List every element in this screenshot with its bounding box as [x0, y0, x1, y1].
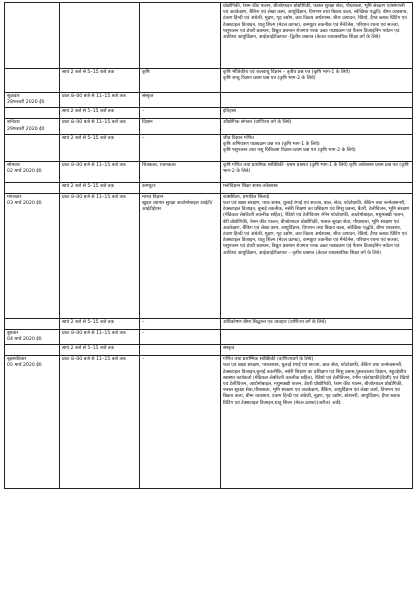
schedule-row	[5, 182, 413, 193]
subject-detail-cell	[221, 93, 413, 108]
subject-cell: –	[140, 108, 221, 119]
day-name: सोमवार	[7, 162, 20, 168]
subject-detail-cell: मनोविज्ञान शिक्षा शास्त्र तर्कशास्त्र	[221, 182, 413, 193]
subject-cell: –	[140, 134, 221, 161]
schedule-row	[5, 119, 413, 134]
day-cell	[5, 345, 60, 356]
time-slot: सायं 2 बजे से 5–15 बजे तक	[60, 108, 140, 119]
schedule-row	[5, 93, 413, 108]
schedule-row	[5, 318, 413, 329]
exam-schedule-table	[4, 2, 413, 489]
day-name: मंगलवार	[7, 194, 22, 200]
day-cell	[5, 182, 60, 193]
subject-cell: चित्रकला, रंजनकला	[140, 161, 221, 182]
schedule-row	[5, 69, 413, 93]
time-slot: प्रातः 8–00 बजे से 11–15 बजे तक	[60, 119, 140, 134]
time-slot: सायं 2 बजे से 5–15 बजे तक	[60, 318, 140, 329]
subject-detail-cell: काष्ठशिल्प, प्रभावित सिलाई फल एवं खाद्य संरक्षण, पाक शास्त्र, धुलाई रंगाई एवं सज्जा, बाल, सेवा, फोटोग्राफी, बेकिंग तथा कन्फेक्शनरी, टेक्सटाइल डिजाइन, बुनाई तकनीक, नर्सरी शिक्षण का प्रशिक्षण एवं शिशु प्रबन्ध, बैटरी, टेलीविजन, भूमि संरक्षण (मेडिकल लेबोरेटरी तकनीक सहित), रेडियो एवं टेलीविजन रंगीन फोटोग्राफी, आटोमोबाइल, मधुमक्खी पालन, बेरी प्रोद्योगिकी, रेशम कीट पालन, बीजोत्पादन प्रोद्योगिकी, फसल सुरक्षा सेवा, पौधशाला, भूमि संरक्षण एवं अवकेक्षण, बैंकिंग एवं लेखा काम, आयुर्विज्ञान, विपणन तथा बिक्रय कला, स्वेच्छिक पद्धति, बीमा व्यवसाय, टंकण हिन्दी एवं अंग्रेजी, मुद्रण, गृह उद्योग, क्रय विक्रय अर्थशास्त्र, बीज उत्पादन, रेडियो, हैण्ड ब्लाक प्रिंटिंग एवं टेक्सटाइल डिजाइन, धातु शिल्प (मेटल क्राफ्ट), कम्प्यूटर तकनीक एवं मैनेटेनेंस, परिधान रचना एवं सज्जा, पशुपालन एवं डेयरी प्रबन्धन, विद्युत प्रबन्धन रोजगार परक उन्नत पाठ्यक्रम एवं फैशन डिजाइनिंग पर्यटन एवं आतिथ्य आयुर्विज्ञान, आईआईटीकाफ़र – तृतीय प्रश्नपत्र (केवल व्यावसायिक शिक्षा वर्ग के लिये)	[221, 193, 413, 318]
time-slot: प्रातः 8–00 बजे से 11–15 बजे तक	[60, 93, 140, 108]
day-name: बुधवार	[7, 330, 19, 336]
subject-cell: मानव विज्ञान खुदरा व्यापार सुरक्षा आटोमोबाइल आईटी/आईटीईएस	[140, 193, 221, 318]
schedule-row	[5, 134, 413, 161]
day-cell	[5, 318, 60, 329]
subject-detail-cell: संस्कृत	[221, 345, 413, 356]
subject-cell: कृषि	[140, 69, 221, 93]
day-cell	[5, 3, 60, 69]
time-slot: प्रातः 8–00 बजे से 11–15 बजे तक	[60, 329, 140, 344]
subject-cell: –	[140, 356, 221, 489]
exam-date: 03 मार्च 2020 ई0	[7, 201, 42, 207]
exam-date: 05 मार्च 2020 ई0	[7, 363, 42, 369]
subject-detail-cell: अधिकोषण बीमा सिद्धान्त एवं व्यवहार (वाणिज्य वर्ग के लिये)	[221, 318, 413, 329]
subject-cell: विज्ञान	[140, 119, 221, 134]
exam-date: 29फरवरी 2020 ई0	[7, 126, 45, 132]
day-name: बृहस्पतिवार	[7, 357, 27, 363]
subject-detail-cell: गणित तथा प्रारम्भिक सांख्यिकी (वाणिज्यवर्ग के लिये) फल एवं खाद्य संरक्षण, पाकशास्त्र, धुलाई रंगाई एवं सज्जा, बाल सेवा, फोटोग्राफी, बेकिंग तथा कन्फेक्शनरी, टेक्सटाइल डिजाइन,बुनाई तकनीकि, नर्सरी शिक्षण का प्रशिक्षण एवं शिशु प्रबन्ध,पुस्तकालय विज्ञान, बहुउद्देशीय स्वास्थ्य कार्यकर्ता (मेडिकल लेबोरेटरी तकनीक सहित), रेडियो एवं टेलीविजन, रंगीन फोटोग्राफी(डिजी) एवं रेडियो एवं टेलीविजन, आटोमोबाइल, मधुमक्खी पालन, डेयरी प्रोद्योगिकी, रेशम कीट पालन, बीजोत्पादन प्रोद्योगिकी, फसल सुरक्षा सेवा,पौधशाला, भूमि संरक्षण एवं अवकेक्षण, बैंकिंग, आयुर्विज्ञान एवं लेखा कार्य, विपणन एवं बिक्रय कला, बीमा व्यवसाय, टंकण हिन्दी एवं अंग्रेजी, मुद्रण, गृह उद्योग, स्टेशनरी, आयुर्विज्ञान, हैण्ड ब्लाक प्रिंटिंग एवं टेक्सटाइल डिजाइन,धातु शिल्प (मेटल क्राफ्ट)(जरीज) आदि	[221, 356, 413, 489]
day-cell	[5, 119, 60, 134]
subject-detail-cell: कृषि गणित तथा प्राथमिक सांख्यिकी -प्रथम प्रश्नपत्र (कृषि भाग-1 के लिये) कृषि अर्थशास्त्र प्रथम प्रश्न पत्र (कृषि भाग-2 के लिये)	[221, 161, 413, 182]
time-slot: प्रातः 8–00 बजे से 11–15 बजे तक	[60, 193, 140, 318]
exam-date: 28फरवरी 2020 ई0	[7, 100, 45, 106]
subject-cell: कम्प्यूटर	[140, 182, 221, 193]
time-slot: प्रातः 8–00 बजे से 11–15 बजे तक	[60, 161, 140, 182]
day-cell	[5, 93, 60, 108]
exam-date: 04 मार्च 2020 ई0	[7, 337, 42, 343]
day-cell	[5, 69, 60, 93]
day-cell	[5, 161, 60, 182]
subject-cell: –	[140, 329, 221, 344]
day-cell	[5, 329, 60, 344]
subject-cell: संस्कृत	[140, 93, 221, 108]
subject-cell	[140, 3, 221, 69]
time-slot: सायं 2 बजे से 5–15 बजे तक	[60, 134, 140, 161]
day-cell	[5, 134, 60, 161]
subject-cell	[140, 345, 221, 356]
schedule-row	[5, 108, 413, 119]
subject-detail-cell: इतिहास	[221, 108, 413, 119]
subject-detail-cell	[221, 329, 413, 344]
schedule-row	[5, 161, 413, 182]
day-cell	[5, 193, 60, 318]
exam-date: 02 मार्च 2020 ई0	[7, 169, 42, 175]
exam-schedule-body	[5, 3, 413, 489]
schedule-row	[5, 345, 413, 356]
day-name: शनिवार	[7, 120, 20, 126]
subject-detail-cell: प्रोद्योगिकी, रेशम कीट पालन, बीजोत्पादन प्रोद्योगिकी, फसल सुरक्षा सेवा, पौधशाला, भूमि संरक्षण एवंसंगणनी एवं अवकेक्षण, बैंकिंग एवं लेखा काम, आयुर्विज्ञान, विपणन तथा बिक्रय कला, स्वेच्छिक पद्धति, बीमा व्यवसाय, टंकण हिन्दी एवं अंग्रेजी, मुद्रण, गृह उद्योग, क्रय विक्रय अर्थशास्त्र, बीज उत्पादन, रेडियो, हैण्ड ब्लाक प्रिंटिंग एवं टेक्सटाइल डिजाइन, धातु शिल्प (मेटल क्राफ्ट), कम्प्यूटर तकनीक एवं मैनेटेनेंस, परिधान रचना एवं सज्जा, पशुपालन एवं डेयरी प्रबन्धन, विद्युत प्रबन्धन रोजगार परक उन्नत पाठ्यक्रम एवं फैशन डिजाइनिंग पर्यटन एवं आतिथ्य आयुर्विज्ञान, आईआईटीकाफ़र -द्वितीय प्रश्नपत्र (केवल व्यावसायिक शिक्षा वर्ग के लिये)	[221, 3, 413, 69]
time-slot: प्रातः 8–00 बजे से 11–15 बजे तक	[60, 356, 140, 489]
subject-detail-cell: कृषि भौतिकीय एवं जलवायु विज्ञान – तृतीय प्रश्न पत्र (कृषि भाग-1 के लिये) कृषि जन्तु विज्ञान प्रथम प्रश्न पत्र (कृषि भाग-2 के लिये)	[221, 69, 413, 93]
subject-detail-cell: औद्योगिक संगठन (वाणिज्य वर्ग के लिये)	[221, 119, 413, 134]
day-cell	[5, 108, 60, 119]
time-slot: सायं 2 बजे से 5–15 बजे तक	[60, 345, 140, 356]
subject-detail-cell: जीव विज्ञान गणित कृषि अभियंत्रण पाठ्यक्रम प्रश्न पत्र (कृषि भाग-1 के लिये) कृषि पशुपालन तथा पशु चिकित्सा विज्ञान-प्रथम प्रश्न पत्र (कृषि भाग-2 के लिये)	[221, 134, 413, 161]
schedule-row	[5, 193, 413, 318]
subject-cell: –	[140, 318, 221, 329]
time-slot: सायं 2 बजे से 5–15 बजे तक	[60, 182, 140, 193]
schedule-row	[5, 356, 413, 489]
schedule-row	[5, 3, 413, 69]
day-name: शुक्रवार	[7, 94, 20, 99]
time-slot: सायं 2 बजे से 5–15 बजे तक	[60, 69, 140, 93]
schedule-row	[5, 329, 413, 344]
day-cell	[5, 356, 60, 489]
time-slot	[60, 3, 140, 69]
